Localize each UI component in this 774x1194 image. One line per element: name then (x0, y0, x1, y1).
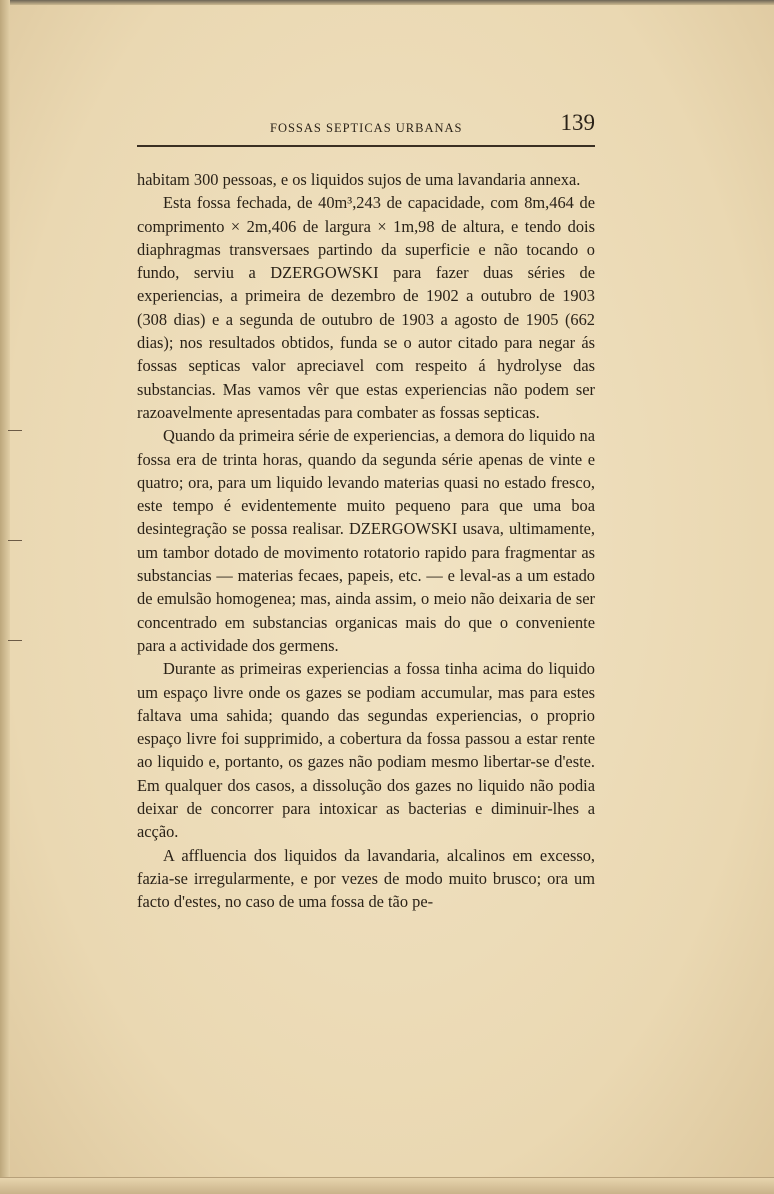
paragraph: habitam 300 pessoas, e os liquidos sujos de uma lavandaria annexa. (137, 170, 581, 189)
body-text (137, 168, 595, 914)
running-title: FOSSAS SEPTICAS URBANAS (270, 121, 463, 135)
page-top-edge (0, 0, 774, 5)
paragraph: Durante as primeiras experiencias a fossa tinha acima do liquido um espaço livre onde os gazes se podiam accumular, mas para estes faltava uma sahida; quando das segundas experiencias, o proprio espaço livre foi supprimido, a cobertura da fossa passou a estar rente ao liquido e, portanto, os gazes não podiam mesmo libertar-se d'este. Em qualquer dos casos, a dissolução dos gazes no liquido não podia deixar de concorrer para intoxicar as bacterias e diminuir-lhes a acção. (137, 659, 595, 842)
page-number: 139 (560, 110, 595, 135)
page-header (137, 110, 595, 140)
page-left-edge (0, 0, 10, 1194)
paragraph: Quando da primeira série de experiencias, a demora do liquido na fossa era de trinta horas, quando da segunda série apenas de vinte e quatro; ora, para um liquido levando materias quasi no estado fresco, este tempo é evidentemente muito pequeno para que uma boa desintegração se possa realisar. DZERGOWSKI usava, ultimamente, um tambor dotado de movimento rotatorio rapido para fragmentar as substancias — materias fecaes, papeis, etc. — e leval-as a um estado de emulsão homogenea; mas, ainda assim, o meio não deixaria de ser concentrado em substancias organicas mais do que o conveniente para a actividade dos germens. (137, 426, 595, 655)
margin-mark (8, 540, 22, 541)
margin-mark (8, 430, 22, 431)
paragraph: Esta fossa fechada, de 40m³,243 de capacidade, com 8m,464 de comprimento × 2m,406 de largura × 1m,98 de altura, e tendo dois diaphragmas transversaes partindo da superficie e não tocando o fundo, serviu a DZERGOWSKI para fazer duas séries de experiencias, a primeira de dezembro de 1902 a outubro de 1903 (308 dias) e a segunda de outubro de 1903 a agosto de 1905 (662 dias); nos resultados obtidos, funda se o autor citado para negar ás fossas septicas valor apreciavel com respeito á hydrolyse das substancias. Mas vamos vêr que estas experiencias não podem ser razoavelmente apresentadas para combater as fossas septicas. (137, 193, 595, 422)
page-bottom-edge (0, 1177, 774, 1194)
margin-mark (8, 640, 22, 641)
paragraph: A affluencia dos liquidos da lavandaria, alcalinos em excesso, fazia-se irregularmente, e por vezes de modo muito brusco; ora um facto d'estes, no caso de uma fossa de tão pe- (137, 845, 595, 912)
header-rule (137, 145, 595, 147)
